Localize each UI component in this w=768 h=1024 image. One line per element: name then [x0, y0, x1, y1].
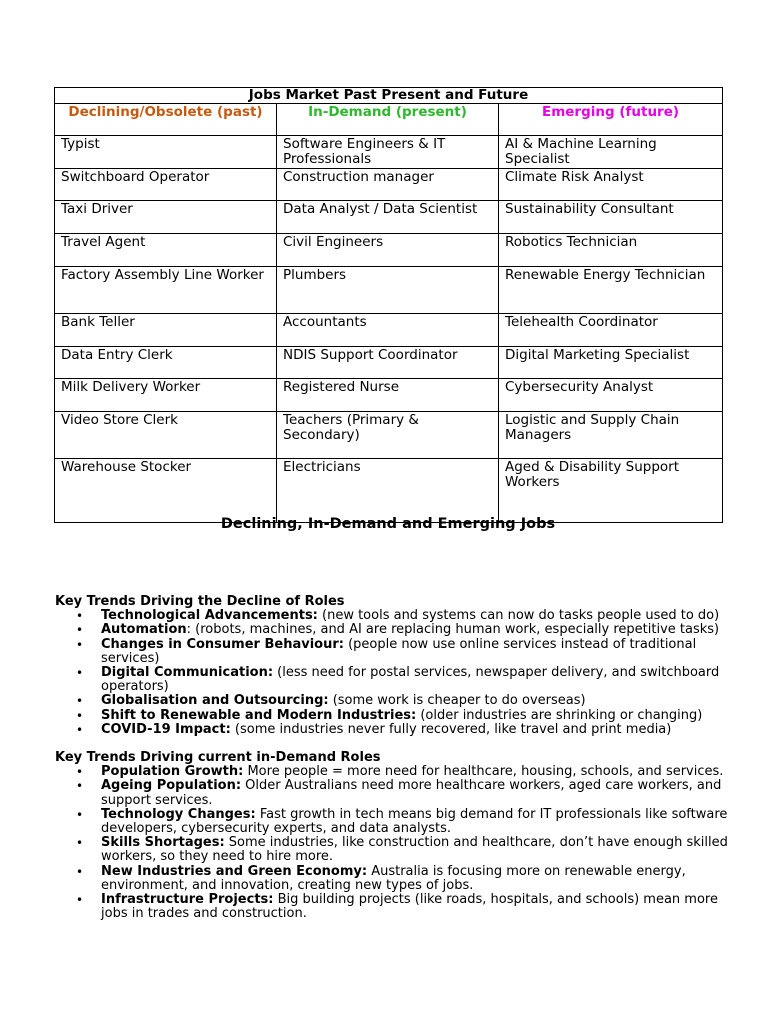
- cell-declining: Switchboard Operator: [55, 169, 277, 201]
- list-item: [55, 765, 735, 779]
- cell-emerging: Aged & Disability Support Workers: [499, 459, 723, 523]
- bullet-icon: •: [76, 609, 84, 624]
- decline-trends-list: [55, 609, 735, 737]
- cell-emerging: Robotics Technician: [499, 234, 723, 267]
- trend-description: : (robots, machines, and AI are replacing human work, especially repetitive tasks): [186, 622, 720, 638]
- trend-term: Population Growth:: [101, 764, 244, 780]
- list-item: [55, 865, 735, 893]
- cell-emerging: Sustainability Consultant: [499, 201, 723, 234]
- table-row: [55, 267, 723, 314]
- cell-in-demand: Accountants: [277, 314, 499, 347]
- trend-description: Some industries, like construction and healthcare, don’t have enough skilled workers, so they need to hire more.: [101, 835, 728, 865]
- table-row: [55, 379, 723, 412]
- cell-in-demand: Civil Engineers: [277, 234, 499, 267]
- bullet-icon: •: [76, 623, 84, 638]
- demand-trends-list: [55, 765, 735, 921]
- trend-term: New Industries and Green Economy:: [101, 863, 368, 879]
- trend-description: Big building projects (like roads, hospitals, and schools) mean more jobs in trades and construction.: [101, 892, 718, 922]
- list-item: [55, 836, 735, 864]
- bullet-icon: •: [76, 666, 84, 681]
- cell-emerging: Telehealth Coordinator: [499, 314, 723, 347]
- trend-description: (less need for postal services, newspaper delivery, and switchboard operators): [101, 665, 720, 695]
- jobs-table: [54, 87, 723, 523]
- table-row: [55, 201, 723, 234]
- header-declining: Declining/Obsolete (past): [55, 104, 277, 136]
- cell-in-demand: Data Analyst / Data Scientist: [277, 201, 499, 234]
- table-row: [55, 347, 723, 379]
- table-row: [55, 412, 723, 459]
- trend-description: (some work is cheaper to do overseas): [328, 693, 586, 709]
- trend-description: (some industries never fully recovered, like travel and print media): [230, 721, 672, 737]
- trend-term: COVID-19 Impact:: [101, 721, 231, 737]
- trend-term: Skills Shortages:: [101, 835, 225, 851]
- bullet-icon: •: [76, 708, 84, 723]
- cell-emerging: AI & Machine Learning Specialist: [499, 136, 723, 169]
- bullet-icon: •: [76, 722, 84, 737]
- cell-emerging: Climate Risk Analyst: [499, 169, 723, 201]
- list-item: [55, 623, 735, 637]
- cell-declining: Video Store Clerk: [55, 412, 277, 459]
- list-item: [55, 808, 735, 836]
- cell-in-demand: Construction manager: [277, 169, 499, 201]
- list-item: [55, 609, 735, 623]
- cell-declining: Factory Assembly Line Worker: [55, 267, 277, 314]
- cell-declining: Milk Delivery Worker: [55, 379, 277, 412]
- demand-trends-heading: Key Trends Driving current in-Demand Roles: [55, 750, 381, 765]
- trend-term: Technology Changes:: [101, 806, 256, 822]
- cell-declining: Typist: [55, 136, 277, 169]
- cell-declining: Bank Teller: [55, 314, 277, 347]
- trend-description: (new tools and systems can now do tasks people used to do): [317, 608, 720, 624]
- trend-description: More people = more need for healthcare, housing, schools, and services.: [243, 764, 724, 780]
- trend-description: Fast growth in tech means big demand for IT professionals like software developers, cybersecurity experts, and data analysts.: [101, 806, 728, 837]
- bullet-icon: •: [76, 637, 84, 652]
- trend-description: Australia is focusing more on renewable energy, environment, and innovation, creating new types of jobs.: [101, 863, 686, 893]
- cell-in-demand: Registered Nurse: [277, 379, 499, 412]
- cell-in-demand: Teachers (Primary & Secondary): [277, 412, 499, 459]
- trend-term: Technological Advancements:: [101, 608, 318, 624]
- list-item: [55, 709, 735, 723]
- header-emerging: Emerging (future): [499, 104, 723, 136]
- list-item: [55, 694, 735, 708]
- bullet-icon: •: [76, 694, 84, 709]
- trend-term: Digital Communication:: [101, 665, 274, 681]
- cell-declining: Travel Agent: [55, 234, 277, 267]
- cell-declining: Warehouse Stocker: [55, 459, 277, 523]
- table-caption: Declining, In-Demand and Emerging Jobs: [220, 516, 556, 532]
- trend-description: Older Australians need more healthcare workers, aged care workers, and support services.: [101, 778, 722, 808]
- cell-emerging: Digital Marketing Specialist: [499, 347, 723, 379]
- cell-in-demand: Electricians: [277, 459, 499, 523]
- list-item: [55, 893, 735, 921]
- table-row: [55, 136, 723, 169]
- trend-term: Globalisation and Outsourcing:: [101, 693, 329, 709]
- trend-term: Changes in Consumer Behaviour:: [101, 636, 344, 652]
- list-item: [55, 638, 735, 666]
- cell-emerging: Logistic and Supply Chain Managers: [499, 412, 723, 459]
- cell-in-demand: Software Engineers & IT Professionals: [277, 136, 499, 169]
- table-row: [55, 234, 723, 267]
- cell-in-demand: NDIS Support Coordinator: [277, 347, 499, 379]
- bullet-icon: •: [76, 836, 84, 851]
- list-item: [55, 779, 735, 807]
- list-item: [55, 666, 735, 694]
- cell-emerging: Cybersecurity Analyst: [499, 379, 723, 412]
- cell-emerging: Renewable Energy Technician: [499, 267, 723, 314]
- demand-trends-section: [55, 751, 735, 921]
- trend-term: Shift to Renewable and Modern Industries:: [101, 707, 417, 723]
- trend-term: Automation: [101, 622, 187, 638]
- bullet-icon: •: [76, 807, 84, 822]
- trend-term: Ageing Population:: [101, 778, 242, 794]
- list-item: [55, 723, 735, 737]
- trend-term: Infrastructure Projects:: [101, 892, 274, 908]
- table-row: [55, 169, 723, 201]
- table-row: [55, 314, 723, 347]
- decline-trends-heading: Key Trends Driving the Decline of Roles: [55, 594, 345, 609]
- table-row: [55, 459, 723, 523]
- decline-trends-section: [55, 595, 735, 737]
- trend-description: (older industries are shrinking or changing): [416, 707, 703, 723]
- bullet-icon: •: [76, 765, 84, 780]
- header-in-demand: In-Demand (present): [277, 104, 499, 136]
- cell-declining: Data Entry Clerk: [55, 347, 277, 379]
- table-title: Jobs Market Past Present and Future: [55, 88, 723, 104]
- trend-description: (people now use online services instead of traditional services): [101, 636, 697, 666]
- bullet-icon: •: [76, 779, 84, 794]
- cell-in-demand: Plumbers: [277, 267, 499, 314]
- bullet-icon: •: [76, 864, 84, 879]
- bullet-icon: •: [76, 893, 84, 908]
- cell-declining: Taxi Driver: [55, 201, 277, 234]
